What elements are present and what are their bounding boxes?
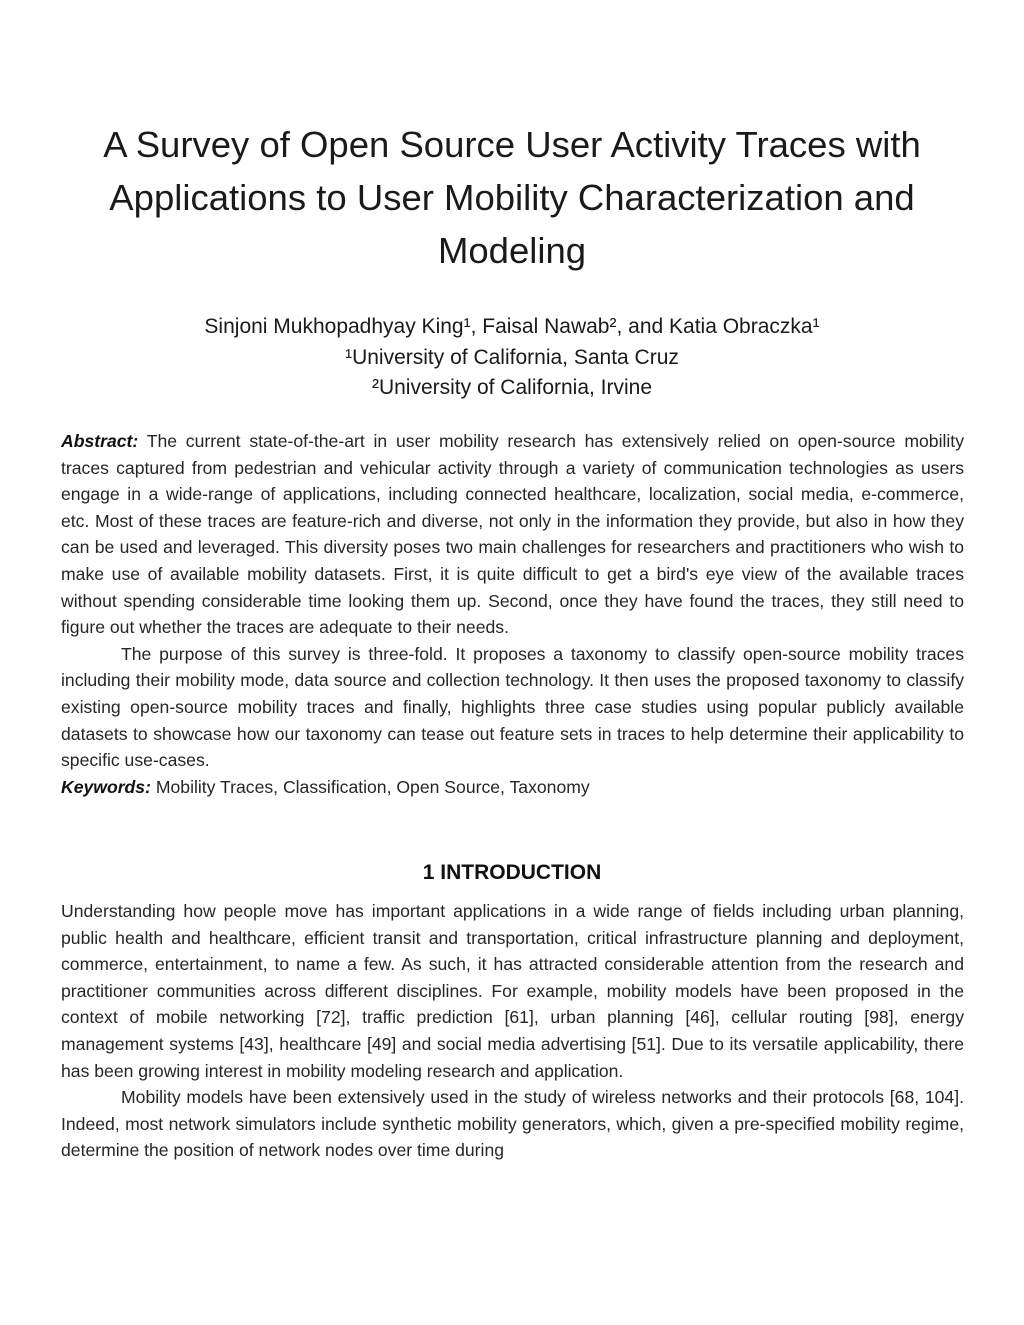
- abstract-text-1: The current state-of-the-art in user mobility research has extensively relied on open-source mobility traces captured from pedestrian and vehicular activity through a variety of communication technologies as users engage in a wide-range of applications, including connected healthcare, localization, social media, e-commerce, etc. Most of these traces are feature-rich and diverse, not only in the information they provide, but also in how they can be used and leveraged. This diversity poses two main challenges for researchers and practitioners who wish to make use of available mobility datasets. First, it is quite difficult to get a bird's eye view of the available traces without spending considerable time looking them up. Second, once they have found the traces, they still need to figure out whether the traces are adequate to their needs.: [61, 431, 964, 638]
- section-heading-introduction: 1 INTRODUCTION: [422, 861, 602, 884]
- title-line-1: A Survey of Open Source User Activity Traces with: [103, 124, 921, 165]
- title-line-2: Applications to User Mobility Characterization and: [109, 177, 915, 218]
- abstract-label: Abstract:: [61, 431, 139, 451]
- keywords-line: [61, 774, 964, 801]
- intro-paragraph-2: Mobility models have been extensively used in the study of wireless networks and their protocols [68, 104]. Indeed, most network simulators include synthetic mobility generators, which, given a pre-specified mobility regime, determine the position of network nodes over time during: [61, 1087, 964, 1161]
- affiliation-1: ¹University of California, Santa Cruz: [345, 345, 679, 369]
- abstract-section: [61, 428, 964, 800]
- paper-title: [60, 118, 964, 277]
- introduction-section: [61, 898, 964, 1164]
- keywords-text: Mobility Traces, Classification, Open Source, Taxonomy: [155, 776, 590, 797]
- intro-paragraph-1: Understanding how people move has important applications in a wide range of fields including urban planning, public health and healthcare, efficient transit and transportation, critical infrastructure planning and deployment, commerce, entertainment, to name a few. As such, it has attracted considerable attention from the research and practitioner communities across different disciplines. For example, mobility models have been proposed in the context of mobile networking [72], traffic prediction [61], urban planning [46], cellular routing [98], energy management systems [43], healthcare [49] and social media advertising [51]. Due to its versatile applicability, there has been growing interest in mobility modeling research and application.: [61, 901, 964, 1081]
- author-list: Sinjoni Mukhopadhyay King¹, Faisal Nawab², and Katia Obraczka¹: [204, 315, 820, 338]
- abstract-paragraph-2: The purpose of this survey is three-fold. It proposes a taxonomy to classify open-source mobility traces including their mobility mode, data source and collection technology. It then uses the proposed taxonomy to classify existing open-source mobility traces and finally, highlights three case studies using popular publicly available datasets to showcase how our taxonomy can tease out feature sets in traces to help determine their applicability to specific use-cases.: [61, 643, 964, 771]
- keywords-label: Keywords:: [61, 776, 151, 797]
- affiliation-2: ²University of California, Irvine: [371, 376, 653, 399]
- title-line-3: Modeling: [437, 230, 587, 271]
- author-block: [60, 312, 964, 404]
- abstract-paragraph-1: [61, 428, 964, 641]
